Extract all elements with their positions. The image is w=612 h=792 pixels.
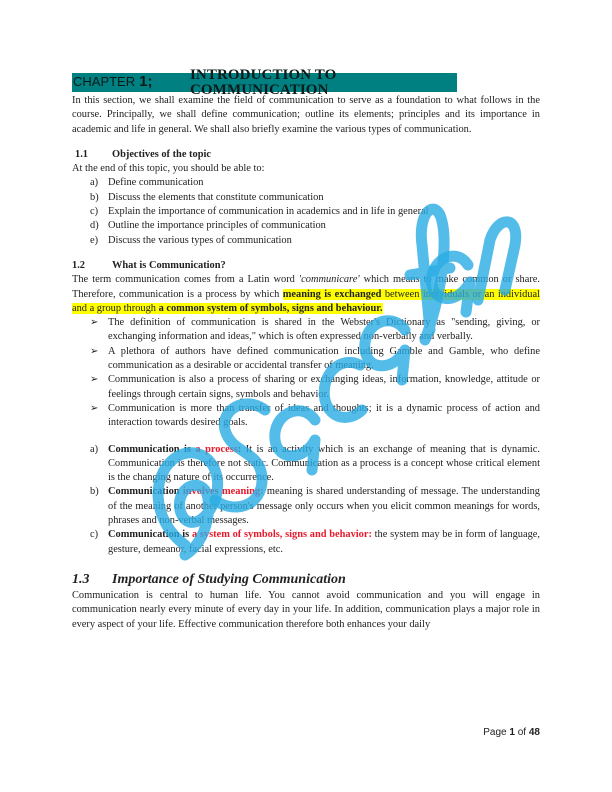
list-text [108, 443, 540, 486]
list-text: Communication is more than transfer of ideas and thoughts; it is a dynamic process of action and interaction towards desired goals. [108, 402, 540, 429]
point-colon: : [368, 529, 372, 541]
section-heading-1-2 [72, 259, 540, 273]
highlighted-text: between individuals or an individual and a group through [72, 288, 540, 314]
list-text: Discuss the various types of communication [108, 234, 292, 246]
page-label: Page [483, 727, 507, 738]
point-body: meaning is shared understanding of message. The understanding of the meaning of another person's message only occurs when you elicit common meanings for words, phrases and non-verbal messages. [108, 486, 540, 527]
importance-paragraph: Communication is central to human life. You cannot avoid communication and you will engage in communication nearly every minute of every day in your life. In addition, communication plays a major role in every aspect of your life. Effective communication therefore both enhances your daily [72, 589, 540, 630]
chapter-label: CHAPTER [73, 74, 136, 90]
list-item [90, 373, 540, 402]
point-lead: Communication is [108, 529, 192, 541]
chapter-number: 1; [139, 73, 153, 91]
point-body: the system may be in form of language, gesture, demeanor, facial expressions, etc. [108, 529, 540, 555]
list-item [90, 485, 540, 528]
point-colon: : [260, 486, 264, 498]
point-lead: Communication is [108, 443, 196, 455]
intro-paragraph: In this section, we shall examine the field of communication to serve as a foundation to what follows in the course. Principally, we shall define communication; outline its elements; principles and its importance in academic and life in general. We shall also briefly examine the various types of communication. [72, 95, 540, 135]
arrow-bullet-icon: ➢ [90, 402, 99, 414]
list-marker: a) [90, 177, 99, 189]
list-marker: a) [90, 443, 99, 455]
arrow-bullet-icon: ➢ [90, 374, 99, 386]
list-item [90, 528, 540, 557]
list-marker: c) [90, 529, 99, 541]
chapter-title: INTRODUCTION TO COMMUNICATION [189, 67, 337, 98]
point-key: a process [195, 443, 238, 455]
section-number: 1.1 [75, 148, 88, 160]
text-run: The term communication comes from a Latin word [72, 274, 299, 286]
chapter-heading [72, 67, 457, 98]
list-text [108, 485, 540, 528]
list-item [90, 176, 540, 190]
page-content [72, 67, 540, 632]
latin-term: 'communicare' [298, 274, 360, 286]
characteristics-list [72, 443, 540, 557]
list-marker: d) [90, 220, 99, 232]
arrow-bullet-icon: ➢ [90, 345, 99, 357]
list-item [90, 219, 540, 233]
list-text [108, 528, 540, 557]
point-lead: Communication [108, 486, 183, 498]
list-item [90, 443, 540, 486]
list-item [90, 316, 540, 345]
list-text: Explain the importance of communication in academics and in life in general [108, 206, 429, 218]
list-text: The definition of communication is shared in the Webster's Dictionary as "sending, giving, or exchanging information and ideas," which is often expressed non-verbally and verbally. [108, 317, 540, 343]
current-page-number: 1 [509, 727, 515, 738]
section-number: 1.2 [72, 259, 85, 271]
list-text: A plethora of authors have defined communication including Gamble and Gamble, who define communication as a desirable or accidental transfer of meaning. [108, 345, 540, 372]
point-key: involves meaning [182, 486, 261, 498]
section-heading-1-3 [72, 571, 540, 589]
of-label: of [517, 727, 527, 738]
list-text: Communication is also a process of sharing or exchanging ideas, information, knowledge, attitude or feelings through certain signs, symbols and behavior. [108, 374, 540, 400]
list-marker: e) [90, 234, 99, 246]
highlighted-key-phrase: meaning is exchanged [282, 288, 382, 300]
page-footer [483, 727, 540, 738]
section-title: Importance of Studying Communication [112, 571, 346, 587]
list-item [90, 205, 540, 219]
spacer [72, 431, 540, 443]
section-heading-1-1 [72, 148, 540, 162]
arrow-bullet-icon: ➢ [90, 317, 99, 329]
list-text: Discuss the elements that constitute communication [108, 191, 324, 203]
definition-bullets [72, 316, 540, 430]
point-body: It is an activity which is an exchange of meaning that is dynamic. Communication is therefore not static. Communication as a process is a concept whose critical element is the changing nature of its occurrence. [108, 443, 540, 484]
definition-paragraph [72, 273, 540, 316]
list-item [90, 402, 540, 431]
list-text: Define communication [108, 177, 204, 189]
point-key: a system of symbols, signs and behavior [191, 529, 369, 541]
total-pages: 48 [528, 727, 540, 738]
list-marker: c) [90, 206, 99, 218]
highlighted-key-phrase: a common system of symbols, signs and behaviour. [158, 302, 383, 314]
section-title: Objectives of the topic [112, 148, 211, 160]
text-run: which means to make common or share. Therefore, communication is a process by which [72, 274, 540, 300]
list-item [90, 234, 540, 248]
list-marker: b) [90, 486, 99, 498]
objectives-lead: At the end of this topic, you should be able to: [72, 163, 265, 175]
list-text: Outline the importance principles of communication [108, 220, 326, 232]
objectives-list [72, 176, 540, 247]
list-marker: b) [90, 191, 99, 203]
list-item [90, 191, 540, 205]
section-title: What is Communication? [112, 259, 226, 271]
section-number: 1.3 [72, 571, 90, 587]
list-item [90, 345, 540, 374]
point-colon: : [237, 443, 242, 455]
